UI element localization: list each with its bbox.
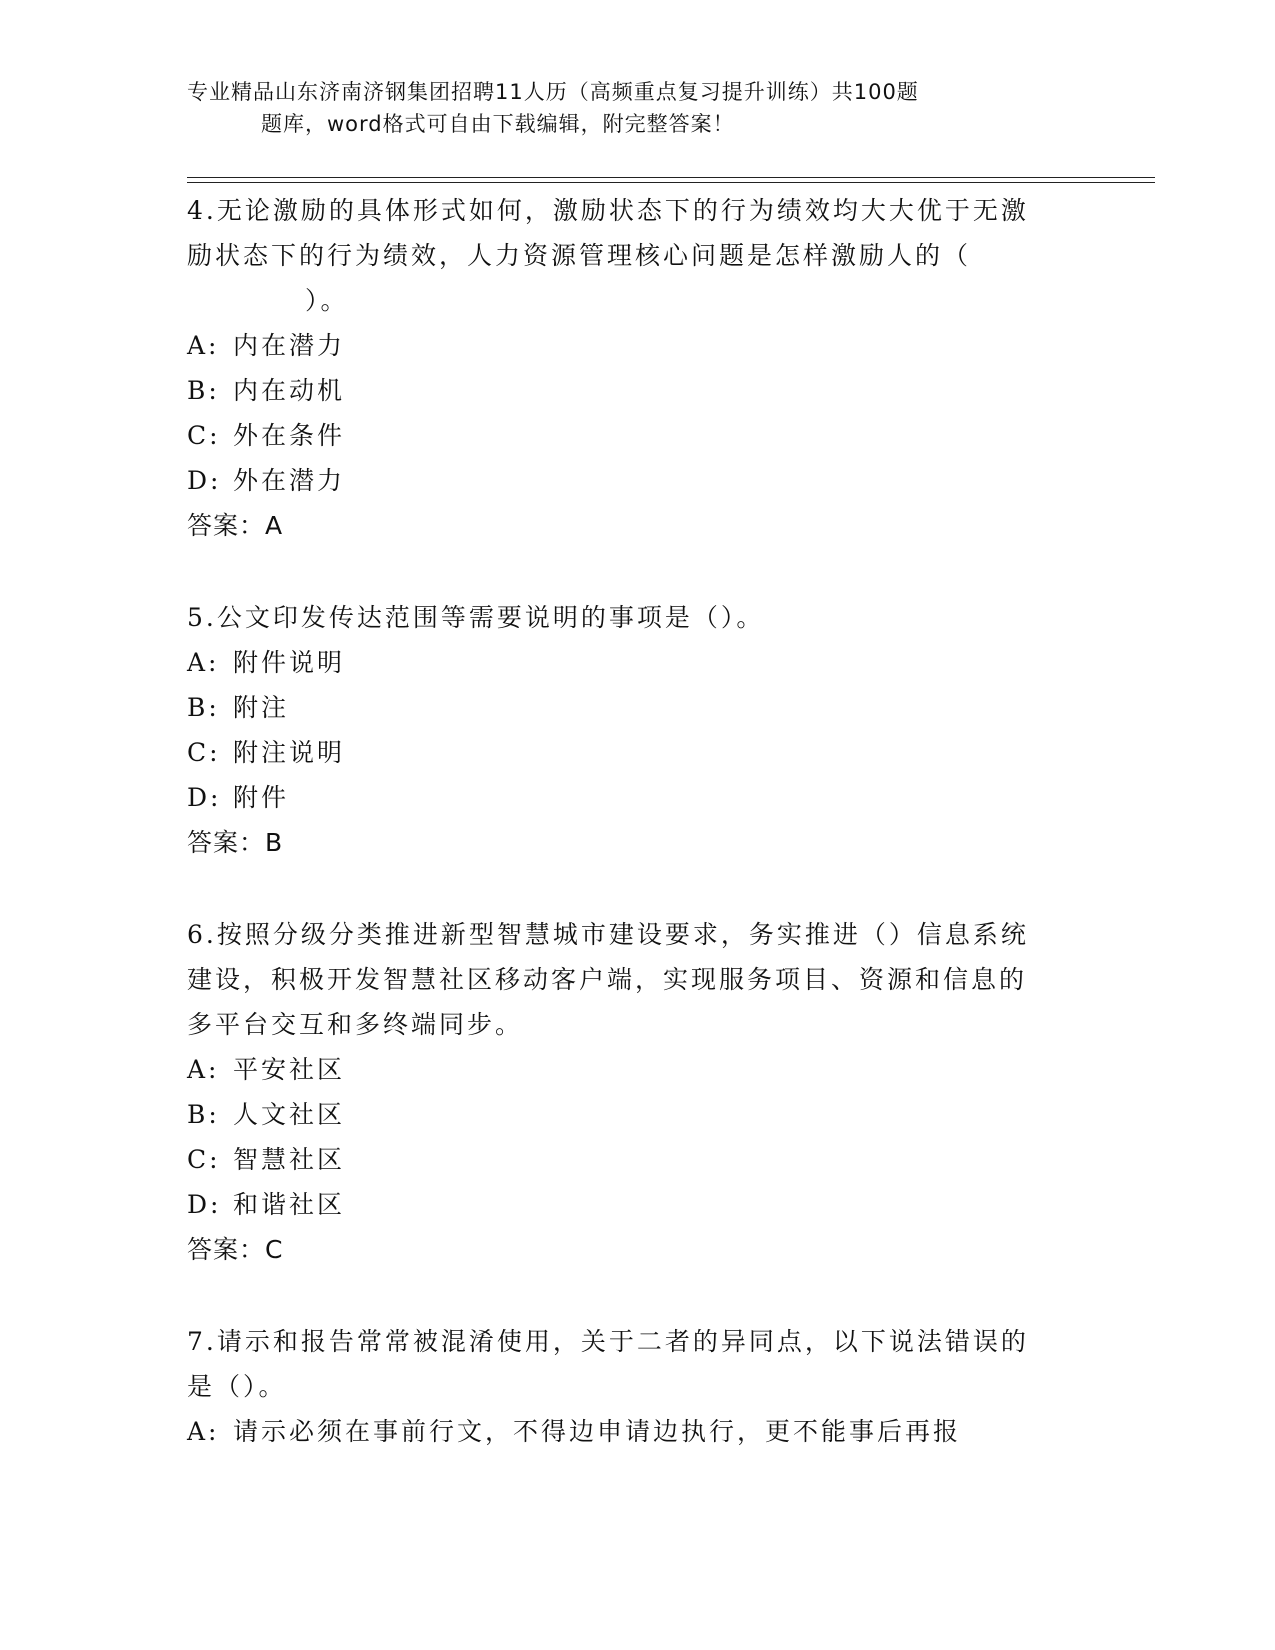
option-key: B: — [187, 1100, 220, 1129]
option-key: B: — [187, 376, 220, 405]
option-text: 人文社区 — [233, 1100, 346, 1129]
answer-line: 答案：A — [187, 511, 284, 540]
question-text-line: 励状态下的行为绩效，人力资源管理核心问题是怎样激励人的（ — [187, 241, 972, 270]
option-key: C: — [187, 738, 221, 767]
question-list — [187, 188, 1087, 1454]
option-d — [187, 775, 1087, 820]
option-text: 附注说明 — [233, 738, 346, 767]
question-text-line: 6.按照分级分类推进新型智慧城市建设要求，务实推进（）信息系统 — [187, 920, 1029, 949]
question-4 — [187, 188, 1087, 549]
option-text: 外在潜力 — [233, 466, 346, 495]
option-key: C: — [187, 1145, 221, 1174]
option-key: C: — [187, 421, 221, 450]
question-text-line: 4.无论激励的具体形式如何，激励状态下的行为绩效均大大优于无激 — [187, 196, 1029, 225]
question-5 — [187, 595, 1087, 866]
option-text: 附件说明 — [233, 648, 346, 677]
spacer — [187, 549, 1087, 595]
option-d — [187, 1182, 1087, 1227]
question-4-text — [187, 188, 1087, 323]
option-a — [187, 323, 1087, 368]
question-7 — [187, 1319, 1087, 1454]
option-c — [187, 730, 1087, 775]
header-divider-bottom — [187, 182, 1155, 183]
option-text: 智慧社区 — [233, 1145, 346, 1174]
answer-line: 答案：C — [187, 1235, 284, 1264]
question-text-line: 5.公文印发传达范围等需要说明的事项是（）。 — [187, 603, 765, 632]
option-c — [187, 1137, 1087, 1182]
option-b — [187, 685, 1087, 730]
option-c — [187, 413, 1087, 458]
option-key: A: — [187, 1055, 220, 1084]
question-text-line: 建设，积极开发智慧社区移动客户端，实现服务项目、资源和信息的 — [187, 965, 1028, 994]
spacer — [187, 866, 1087, 912]
question-5-text — [187, 595, 1087, 640]
question-7-text — [187, 1319, 1087, 1409]
option-a — [187, 1047, 1087, 1092]
question-text-line: 是（）。 — [187, 1372, 287, 1401]
option-key: D: — [187, 466, 222, 495]
spacer — [187, 1273, 1087, 1319]
document-header — [187, 76, 1037, 140]
option-text: 平安社区 — [233, 1055, 346, 1084]
option-b — [187, 1092, 1087, 1137]
question-6-text — [187, 912, 1087, 1047]
option-key: D: — [187, 783, 222, 812]
option-text: 内在动机 — [233, 376, 346, 405]
header-title-line1: 专业精品山东济南济钢集团招聘11人历（高频重点复习提升训练）共100题 — [187, 80, 919, 104]
question-text-line: 多平台交互和多终端同步。 — [187, 1010, 524, 1039]
option-a — [187, 1409, 1087, 1454]
option-text: 外在条件 — [233, 421, 346, 450]
option-key: D: — [187, 1190, 222, 1219]
option-text: 附件 — [233, 783, 290, 812]
header-divider-top — [187, 177, 1155, 178]
option-key: B: — [187, 693, 220, 722]
answer-line: 答案：B — [187, 828, 284, 857]
option-text: 附注 — [233, 693, 290, 722]
question-text-line: ）。 — [305, 286, 349, 315]
option-text: 内在潜力 — [233, 331, 346, 360]
question-text-line: 7.请示和报告常常被混淆使用，关于二者的异同点，以下说法错误的 — [187, 1327, 1029, 1356]
option-text: 和谐社区 — [233, 1190, 346, 1219]
question-6 — [187, 912, 1087, 1273]
option-a — [187, 640, 1087, 685]
option-key: A: — [187, 1417, 220, 1446]
option-b — [187, 368, 1087, 413]
header-title-line2: 题库，word格式可自由下载编辑，附完整答案！ — [261, 112, 735, 136]
option-key: A: — [187, 648, 220, 677]
option-text: 请示必须在事前行文，不得边申请边执行，更不能事后再报 — [233, 1417, 962, 1446]
option-d — [187, 458, 1087, 503]
option-key: A: — [187, 331, 220, 360]
